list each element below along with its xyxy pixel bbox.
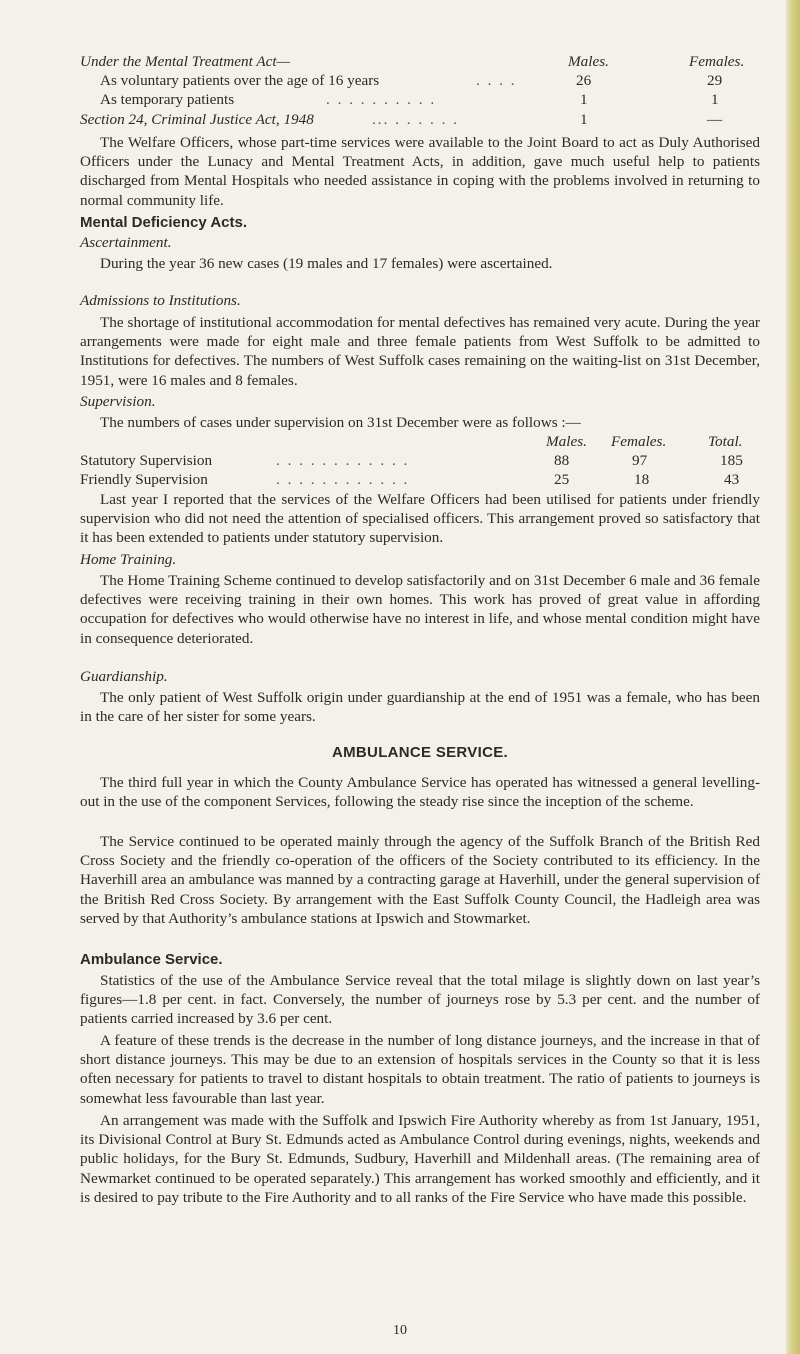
col-females: Females. [611, 433, 667, 450]
row-leader-dots: . . . . . . . . . . [326, 91, 437, 109]
table-row [80, 110, 760, 129]
page-number: 10 [393, 1323, 407, 1338]
row-males: 1 [580, 91, 588, 109]
subheading-admissions: Admissions to Institutions. [80, 292, 241, 309]
row-males: 25 [554, 471, 570, 489]
row-label: As temporary patients [100, 91, 235, 109]
ambulance-paragraph-4: A feature of these trends is the decrease in the number of long distance journeys, and the increase in that of short distance journeys. This may be due to an extension of hospitals services in the County so that it is less often necessary for patients to travel to distant hospitals to obtain treatment. The ratio of patients to journeys is somewhat less favourable than last year. [80, 1032, 760, 1107]
row-label: Friendly Supervision [80, 471, 208, 489]
row-total: 185 [720, 452, 743, 470]
mental-treatment-table [80, 52, 760, 129]
col-total: Total. [708, 433, 743, 450]
ambulance-paragraph-3: Statistics of the use of the Ambulance Service reveal that the total milage is slightly down on last year’s figures—1.8 per cent. in fact. Conversely, the number of journeys rose by 5.3 per cent. and the number of patients carried increased by 3.6 per cent. [80, 972, 760, 1028]
ambulance-paragraph-1: The third full year in which the County Ambulance Service has operated has witnessed a general levelling-out in the use of the component Services, following the steady rise since the inception of the scheme. [80, 774, 760, 811]
ambulance-paragraph-2: The Service continued to be operated mainly through the agency of the Suffolk Branch of the British Red Cross Society and the friendly co-operation of the officers of the Society contributed to its efficiency. In the Haverhill area an ambulance was manned by a contracting garage at Haverhill, under the general supervision of the British Red Cross Society. By arrangement with the East Suffolk County Council, the Hadleigh area was served by that Authority’s ambulance stations at Ipswich and Stowmarket. [80, 833, 760, 927]
row-label: Section 24, Criminal Justice Act, 1948 [80, 110, 314, 128]
admissions-paragraph: The shortage of institutional accommodation for mental defectives has remained very acute. During the year arrangements were made for eight male and three female patients from West Suffolk to be admitted to Institutions for defectives. The numbers of West Suffolk cases remaining on the waiting-list on 31st December, 1951, were 16 males and 8 females. [80, 314, 760, 389]
ascertainment-paragraph: During the year 36 new cases (19 males and 17 females) were ascertained. [100, 255, 553, 272]
table-header-row [80, 52, 760, 71]
subheading-guardianship: Guardianship. [80, 668, 168, 685]
col-males: Males. [568, 53, 609, 70]
table-title: Under the Mental Treatment Act— [80, 53, 291, 70]
row-leader-dots: . . . . . . . . . . . . [276, 452, 410, 470]
home-training-paragraph: The Home Training Scheme continued to develop satisfactorily and on 31st December 6 male and 36 female defectives were receiving training in their own homes. This work has proved of great value in affording occupation for defectives who would otherwise have no interest in life, and whose mental condition might have in consequence deteriorated. [80, 572, 760, 647]
row-males: 1 [580, 110, 588, 128]
supervision-paragraph: Last year I reported that the services of the Welfare Officers had been utilised for patients under friendly supervision who did not need the attention of specialised officers. This arrangement proved so satisfactory that it has been extended to patients under statutory supervision. [80, 491, 760, 547]
row-leader-dots: . . . . . . . . . . . . [276, 471, 410, 489]
supervision-table [80, 432, 760, 490]
subheading-ascertainment: Ascertainment. [80, 234, 172, 251]
subheading-home-training: Home Training. [80, 551, 177, 568]
guardianship-paragraph: The only patient of West Suffolk origin under guardianship at the end of 1951 was a female, who has been in the care of her sister for some years. [80, 689, 760, 726]
table-row [80, 90, 760, 109]
row-total: 43 [724, 471, 740, 489]
row-males: 26 [576, 72, 592, 90]
supervision-intro: The numbers of cases under supervision on 31st December were as follows :— [100, 414, 581, 431]
row-label: Statutory Supervision [80, 452, 213, 470]
row-females: 18 [634, 471, 650, 489]
section-heading-ambulance: AMBULANCE SERVICE. [332, 744, 508, 761]
subheading-supervision: Supervision. [80, 393, 156, 410]
page-edge-shading [786, 0, 800, 1354]
table-row [80, 470, 760, 489]
ambulance-paragraph-5: An arrangement was made with the Suffolk and Ipswich Fire Authority whereby as from 1st January, 1951, its Divisional Control at Bury St. Edmunds acted as Ambulance Control during evenings, nights, weekends and public holidays, for the Bury St. Edmunds, Sudbury, Haverhill and Mildenhall areas. (The remaining area of Newmarket continued to be operated separately.) This arrangement has worked smoothly and efficiently, and it is desired to pay tribute to the Fire Authority and to all ranks of the Fire Service who have made this possible. [80, 1112, 760, 1206]
welfare-paragraph: The Welfare Officers, whose part-time services were available to the Joint Board to act as Duly Authorised Officers under the Lunacy and Mental Treatment Acts, in addition, gave much useful help to patients discharged from Mental Hospitals who needed assistance in coping with the problems involved in returning to normal community life. [80, 134, 760, 209]
col-males: Males. [546, 433, 587, 450]
row-males: 88 [554, 452, 570, 470]
row-females: 1 [711, 91, 719, 109]
col-females: Females. [689, 53, 745, 70]
section-heading-mental-deficiency: Mental Deficiency Acts. [80, 214, 247, 231]
row-females: 97 [632, 452, 648, 470]
row-females: 29 [707, 72, 723, 90]
table-row [80, 71, 760, 90]
subheading-ambulance-service: Ambulance Service. [80, 951, 223, 968]
table-row [80, 451, 760, 470]
row-leader-dots: ... . . . . . . [372, 110, 459, 128]
row-leader-dots: . . . . [476, 72, 517, 90]
row-label: As voluntary patients over the age of 16 years [100, 72, 380, 90]
row-females: — [707, 110, 723, 128]
table-header-row [80, 432, 760, 451]
